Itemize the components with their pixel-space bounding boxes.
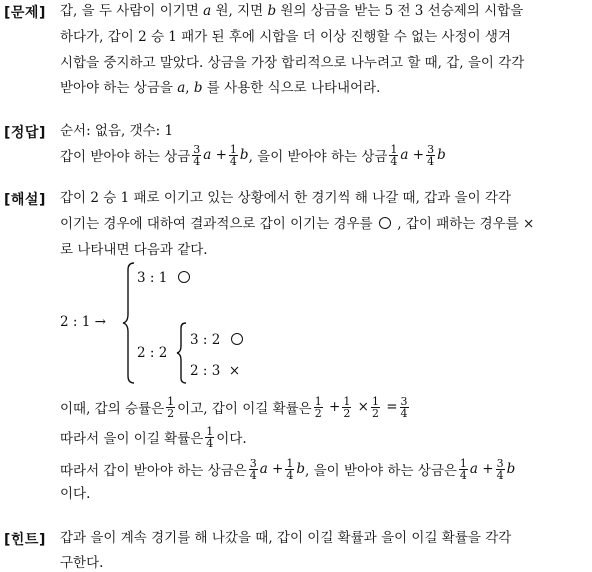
problem-line-1: 갑, 을 두 사람이 이기면 a 원, 지면 b 원의 상금을 받는 5 전 3 선승제의 시합을: [60, 3, 524, 19]
explanation-opp-line: 따라서 을이 이길 확률은 $\frac{1}{4}$ 이다.: [60, 424, 247, 450]
answer-line-2: 갑이 받아야 하는 상금 $\frac{3}{4}$ a + $\frac{1}{4}$ b , 을이 받아야 하는 상금 $\frac{1}{4}$ a + $\frac{3}{4}$ b: [60, 142, 446, 168]
answer-label: [정답]: [4, 125, 46, 141]
fraction: $\frac{3}{4}$: [193, 142, 201, 168]
tree-node-2-2: 2 : 2: [137, 345, 168, 361]
explanation-line-3: 로 나타내면 다음과 같다.: [60, 242, 208, 258]
circle-icon: [231, 333, 243, 345]
brace-icon: [176, 322, 188, 384]
circle-icon: [379, 217, 391, 229]
explanation-line-2: 이기는 경우에 대하여 결과적으로 갑이 이기는 경우를 , 갑이 패하는 경우를 ×: [60, 216, 535, 232]
fraction: $\frac{1}{4}$: [390, 142, 398, 168]
problem-label: [문제]: [4, 5, 46, 21]
hint-label: [힌트]: [4, 532, 46, 548]
hint-line-2: 구한다.: [60, 555, 104, 571]
problem-line-3: 시합을 중지하고 말았다. 상금을 가장 합리적으로 나누려고 할 때, 갑, 을이 각각: [60, 55, 525, 71]
circle-icon: [178, 271, 190, 283]
tree-node-2-3: 2 : 3 ×: [190, 363, 241, 379]
fraction: $\frac{3}{4}$: [427, 142, 435, 168]
problem-line-4: 받아야 하는 상금을 a, b 를 사용한 식으로 나타내어라.: [60, 80, 381, 96]
explanation-label: [해설]: [4, 192, 46, 208]
explanation-prob-line: 이때, 갑의 승률은 $\frac{1}{2}$ 이고, 갑이 이길 확률은 $\frac{1}{2}$ + $\frac{1}{2}$ × $\frac{1}{2}$ = $\frac{3}{4}$: [60, 394, 408, 420]
fraction: $\frac{1}{4}$: [229, 142, 237, 168]
tree-node-3-1: 3 : 1: [137, 270, 192, 286]
tree-root: 2 : 1 →: [60, 314, 106, 330]
cross-icon: ×: [228, 363, 241, 379]
problem-line-2: 하다가, 갑이 2 승 1 패가 된 후에 시합을 더 이상 진행할 수 없는 사정이 생겨: [60, 29, 511, 45]
explanation-prize-line: 따라서 갑이 받아야 하는 상금은 $\frac{3}{4}$ a + $\frac{1}{4}$ b , 을이 받아야 하는 상금은 $\frac{1}{4}$ a + $\frac{3}{4}$ b: [60, 456, 516, 482]
brace-icon: [122, 262, 136, 384]
tree-node-3-2: 3 : 2: [190, 332, 245, 348]
answer-line-1: 순서: 없음, 갯수: 1: [60, 123, 174, 139]
hint-line-1: 갑과 을이 계속 경기를 해 나갔을 때, 갑이 이길 확률과 을이 이길 확률을 각각: [60, 530, 512, 546]
explanation-end: 이다.: [60, 486, 91, 502]
explanation-line-1: 갑이 2 승 1 패로 이기고 있는 상황에서 한 경기씩 해 나갈 때, 갑과 을이 각각: [60, 190, 511, 206]
